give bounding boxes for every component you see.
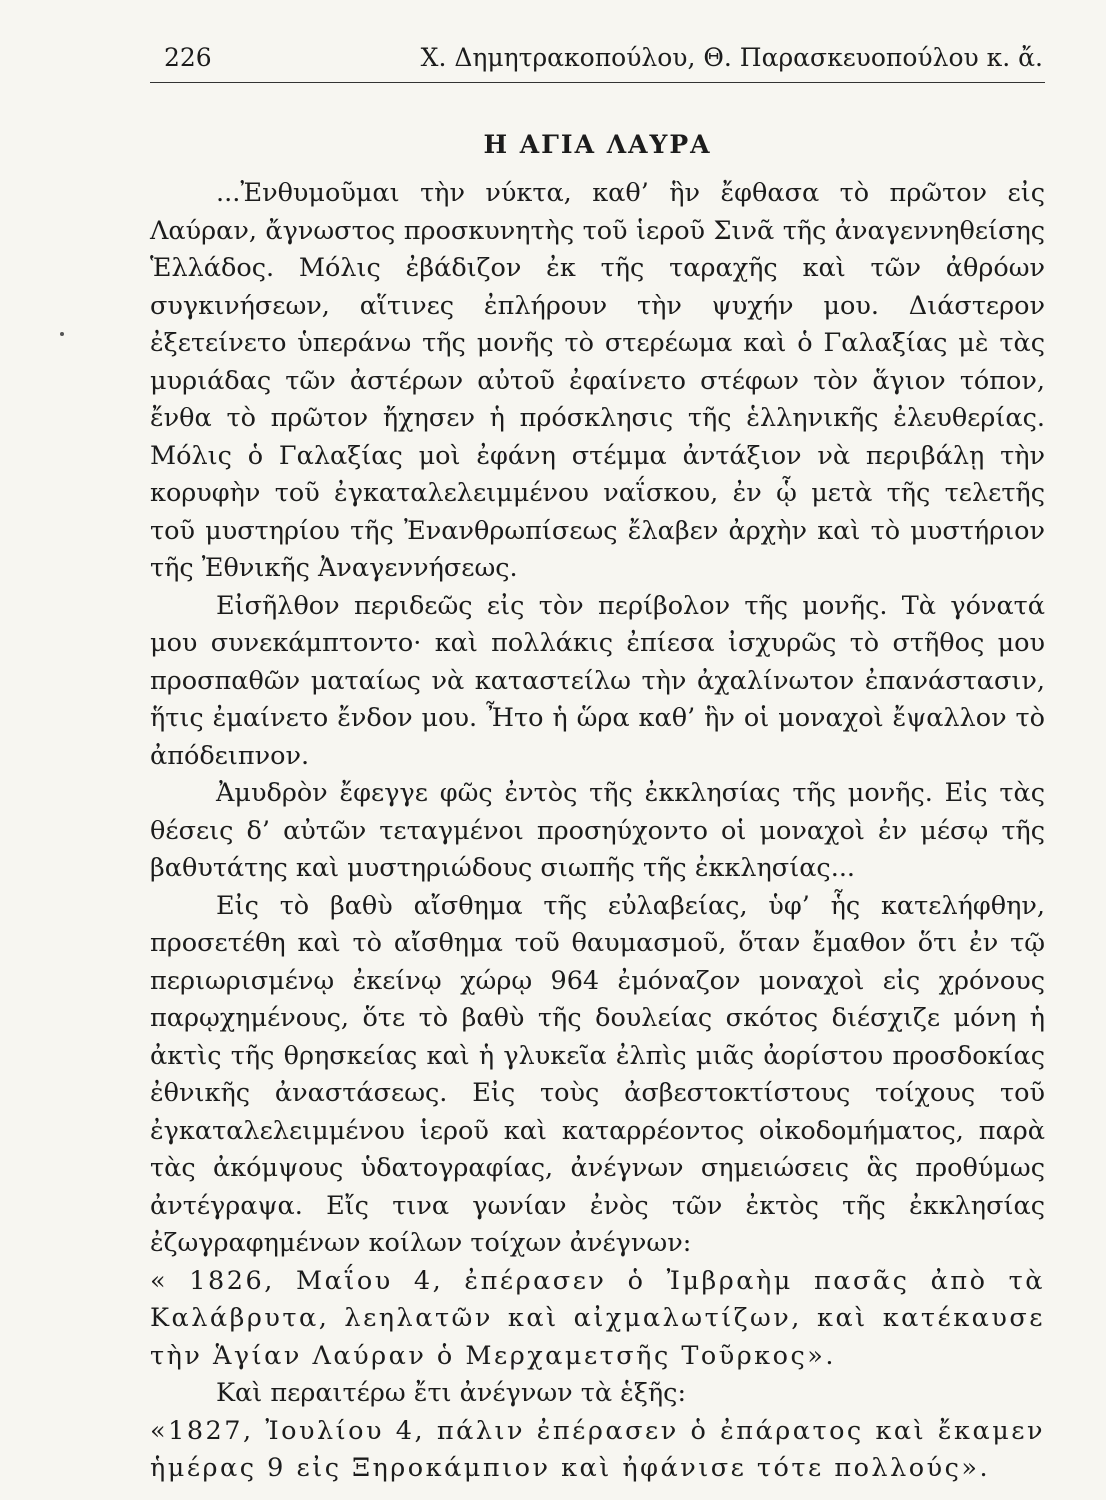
margin-ink-mark: [60, 332, 64, 336]
page-number: 226: [164, 43, 212, 72]
paragraph: ...Ἐνθυμοῦμαι τὴν νύκτα, καθ’ ἣν ἔφθασα τὸ πρῶτον εἰς Λαύραν, ἄγνωστος προσκυνητὴς τοῦ ἱεροῦ Σινᾶ τῆς ἀναγεννηθείσης Ἑλλάδος. Μόλις ἐβάδιζον ἐκ τῆς ταραχῆς καὶ τῶν ἀθρόων συγκινήσεων, αἵτινες ἐπλήρουν τὴν ψυχήν μου. Διάστερον ἐξετείνετο ὑπεράνω τῆς μονῆς τὸ στερέωμα καὶ ὁ Γαλαξίας μὲ τὰς μυριάδας τῶν ἀστέρων αὐτοῦ ἐφαίνετο στέφων τὸν ἅγιον τόπον, ἔνθα τὸ πρῶτον ἤχησεν ἡ πρόσκλησις τῆς ἑλληνικῆς ἐλευθερίας. Μόλις ὁ Γαλαξίας μοὶ ἐφάνη στέμμα ἀντάξιον νὰ περιβάλῃ τὴν κορυφὴν τοῦ ἐγκαταλελειμμένου ναΐσκου, ἐν ᾧ μετὰ τῆς τελετῆς τοῦ μυστηρίου τῆς Ἐνανθρωπίσεως ἔλαβεν ἀρχὴν καὶ τὸ μυστήριον τῆς Ἐθνικῆς Ἀναγεννήσεως.: [150, 178, 1045, 583]
paragraph: Εἰσῆλθον περιδεῶς εἰς τὸν περίβολον τῆς μονῆς. Τὰ γόνατά μου συνεκάμπτοντο· καὶ πολλάκις ἐπίεσα ἰσχυρῶς τὸ στῆθος μου προσπαθῶν ματαίως νὰ καταστείλω τὴν ἀχαλίνωτον ἐπανάστασιν, ἥτις ἐμαίνετο ἔνδον μου. Ἦτο ἡ ὥρα καθ’ ἣν οἱ μοναχοὶ ἔψαλλον τὸ ἀπόδειπνον.: [150, 590, 1045, 771]
body-text: [150, 175, 1045, 1488]
paragraph: Εἰς τὸ βαθὺ αἴσθημα τῆς εὐλαβείας, ὑφ’ ἧς κατελήφθην, προσετέθη καὶ τὸ αἴσθημα τοῦ θαυμασμοῦ, ὅταν ἔμαθον ὅτι ἐν τῷ περιωρισμένῳ ἐκείνῳ χώρῳ 964 ἐμόναζον μοναχοὶ εἰς χρόνους παρῳχημένους, ὅτε τὸ βαθὺ τῆς δουλείας σκότος διέσχιζε μόνη ἡ ἀκτὶς τῆς θρησκείας καὶ ἡ γλυκεῖα ἐλπὶς μιᾶς ἀορίστου προσδοκίας ἐθνικῆς ἀναστάσεως. Εἰς τοὺς ἀσβεστοκτίστους τοίχους τοῦ ἐγκαταλελειμμένου ἱεροῦ καὶ καταρρέοντος οἰκοδομήματος, παρὰ τὰς ἀκόμψους ὑδατογραφίας, ἀνέγνων σημειώσεις ἃς προθύμως ἀντέγραψα. Εἴς τινα γωνίαν ἐνὸς τῶν ἐκτὸς τῆς ἐκκλησίας ἐζωγραφημένων κοίλων τοίχων ἀνέγνων:: [150, 890, 1045, 1258]
inscription-quote-1827: «1827, Ἰουλίου 4, πάλιν ἐπέρασεν ὁ ἐπάρατος καὶ ἔκαμεν ἡμέρας 9 εἰς Ξηροκάμπιον καὶ ἠφάνισε τότε πολλούς».: [150, 1415, 1045, 1483]
chapter-title: Η ΑΓΙΑ ΛΑΥΡΑ: [483, 130, 712, 159]
paragraph: Ἀμυδρὸν ἔφεγγε φῶς ἐντὸς τῆς ἐκκλησίας τῆς μονῆς. Εἰς τὰς θέσεις δ’ αὐτῶν τεταγμένοι προσηύχοντο οἱ μοναχοὶ ἐν μέσῳ τῆς βαθυτάτης καὶ μυστηριώδους σιωπῆς τῆς ἐκκλησίας...: [150, 778, 1045, 883]
running-head: [150, 38, 1045, 83]
inscription-quote-1826: « 1826, Μαΐου 4, ἐπέρασεν ὁ Ἰμβραὴμ πασᾶς ἀπὸ τὰ Καλάβρυτα, λεηλατῶν καὶ αἰχμαλωτίζων, καὶ κατέκαυσε τὴν Ἁγίαν Λαύραν ὁ Μερχαμετσῆς Τοῦρκος».: [150, 1265, 1045, 1371]
page: [150, 38, 1045, 1488]
header-authors: Χ. Δημητρακοπούλου, Θ. Παρασκευοπούλου κ. ἄ.: [420, 43, 1043, 72]
paragraph: Καὶ περαιτέρω ἔτι ἀνέγνων τὰ ἑξῆς:: [216, 1378, 687, 1408]
